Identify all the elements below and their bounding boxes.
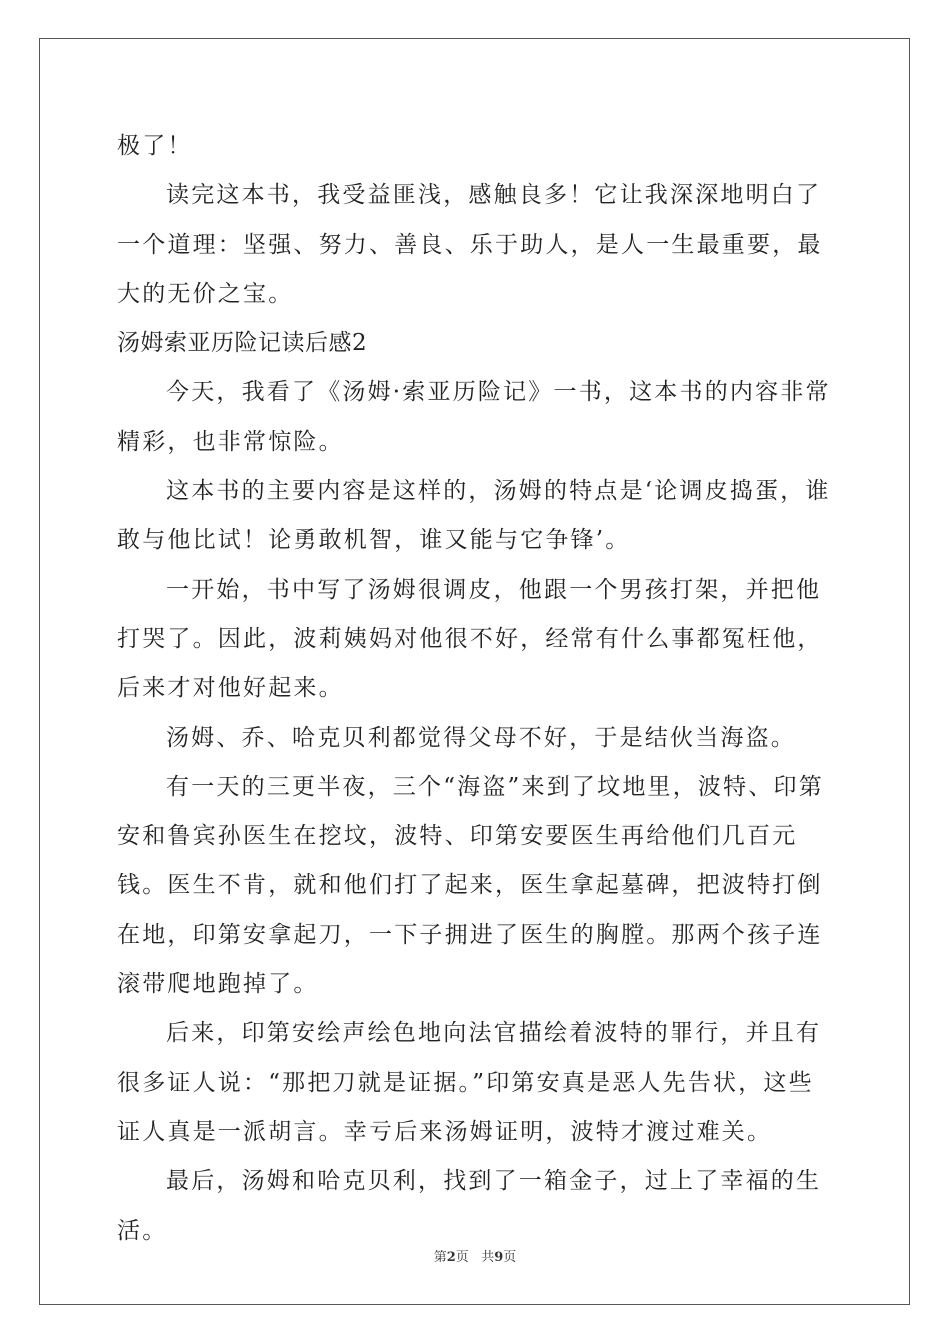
paragraph: 有一天的三更半夜，三个“海盗”来到了坟地里，波特、印第安和鲁宾孙医生在挖坟，波特、印第安要医生再给他们几百元钱。医生不肯，就和他们打了起来，医生拿起墓碑，把波特打倒在地，印第安拿起刀，一下子拥进了医生的胸膛。那两个孩子连滚带爬地跑掉了。	[117, 773, 824, 998]
page-suffix: 页	[455, 1250, 469, 1265]
page-prefix: 第	[433, 1250, 447, 1265]
paragraph: 最后，汤姆和哈克贝利，找到了一箱金子，过上了幸福的生活。	[117, 1168, 822, 1244]
total-pages: 9	[494, 1250, 504, 1265]
total-suffix: 页	[503, 1250, 517, 1265]
page-footer	[0, 1246, 950, 1265]
page-number: 2	[446, 1250, 456, 1265]
paragraph: 一开始，书中写了汤姆很调皮，他跟一个男孩打架，并把他打哭了。因此，波莉姨妈对他很不好，经常有什么事都冤枉他，后来才对他好起来。	[117, 576, 823, 702]
document-body	[117, 122, 837, 1256]
total-prefix: 共	[481, 1250, 495, 1265]
paragraph: 这本书的主要内容是这样的，汤姆的特点是‘论调皮捣蛋，谁敢与他比试！论勇敢机智，谁又能与它争锋’。	[117, 478, 831, 554]
paragraph: 今天，我看了《汤姆·索亚历险记》一书，这本书的内容非常精彩，也非常惊险。	[117, 379, 831, 455]
paragraph: 后来，印第安绘声绘色地向法官描绘着波特的罪行，并且有很多证人说：“那把刀就是证据。”印第安真是恶人先告状，这些证人真是一派胡言。幸亏后来汤姆证明，波特才渡过难关。	[117, 1020, 822, 1145]
paragraph: 读完这本书，我受益匪浅，感触良多！它让我深深地明白了一个道理：坚强、努力、善良、乐于助人，是人一生最重要，最大的无价之宝。	[117, 182, 823, 307]
paragraph: 极了！	[117, 133, 193, 159]
paragraph: 汤姆、乔、哈克贝利都觉得父母不好，于是结伙当海盗。	[166, 724, 796, 751]
section-heading: 汤姆索亚历险记读后感2	[117, 330, 368, 357]
